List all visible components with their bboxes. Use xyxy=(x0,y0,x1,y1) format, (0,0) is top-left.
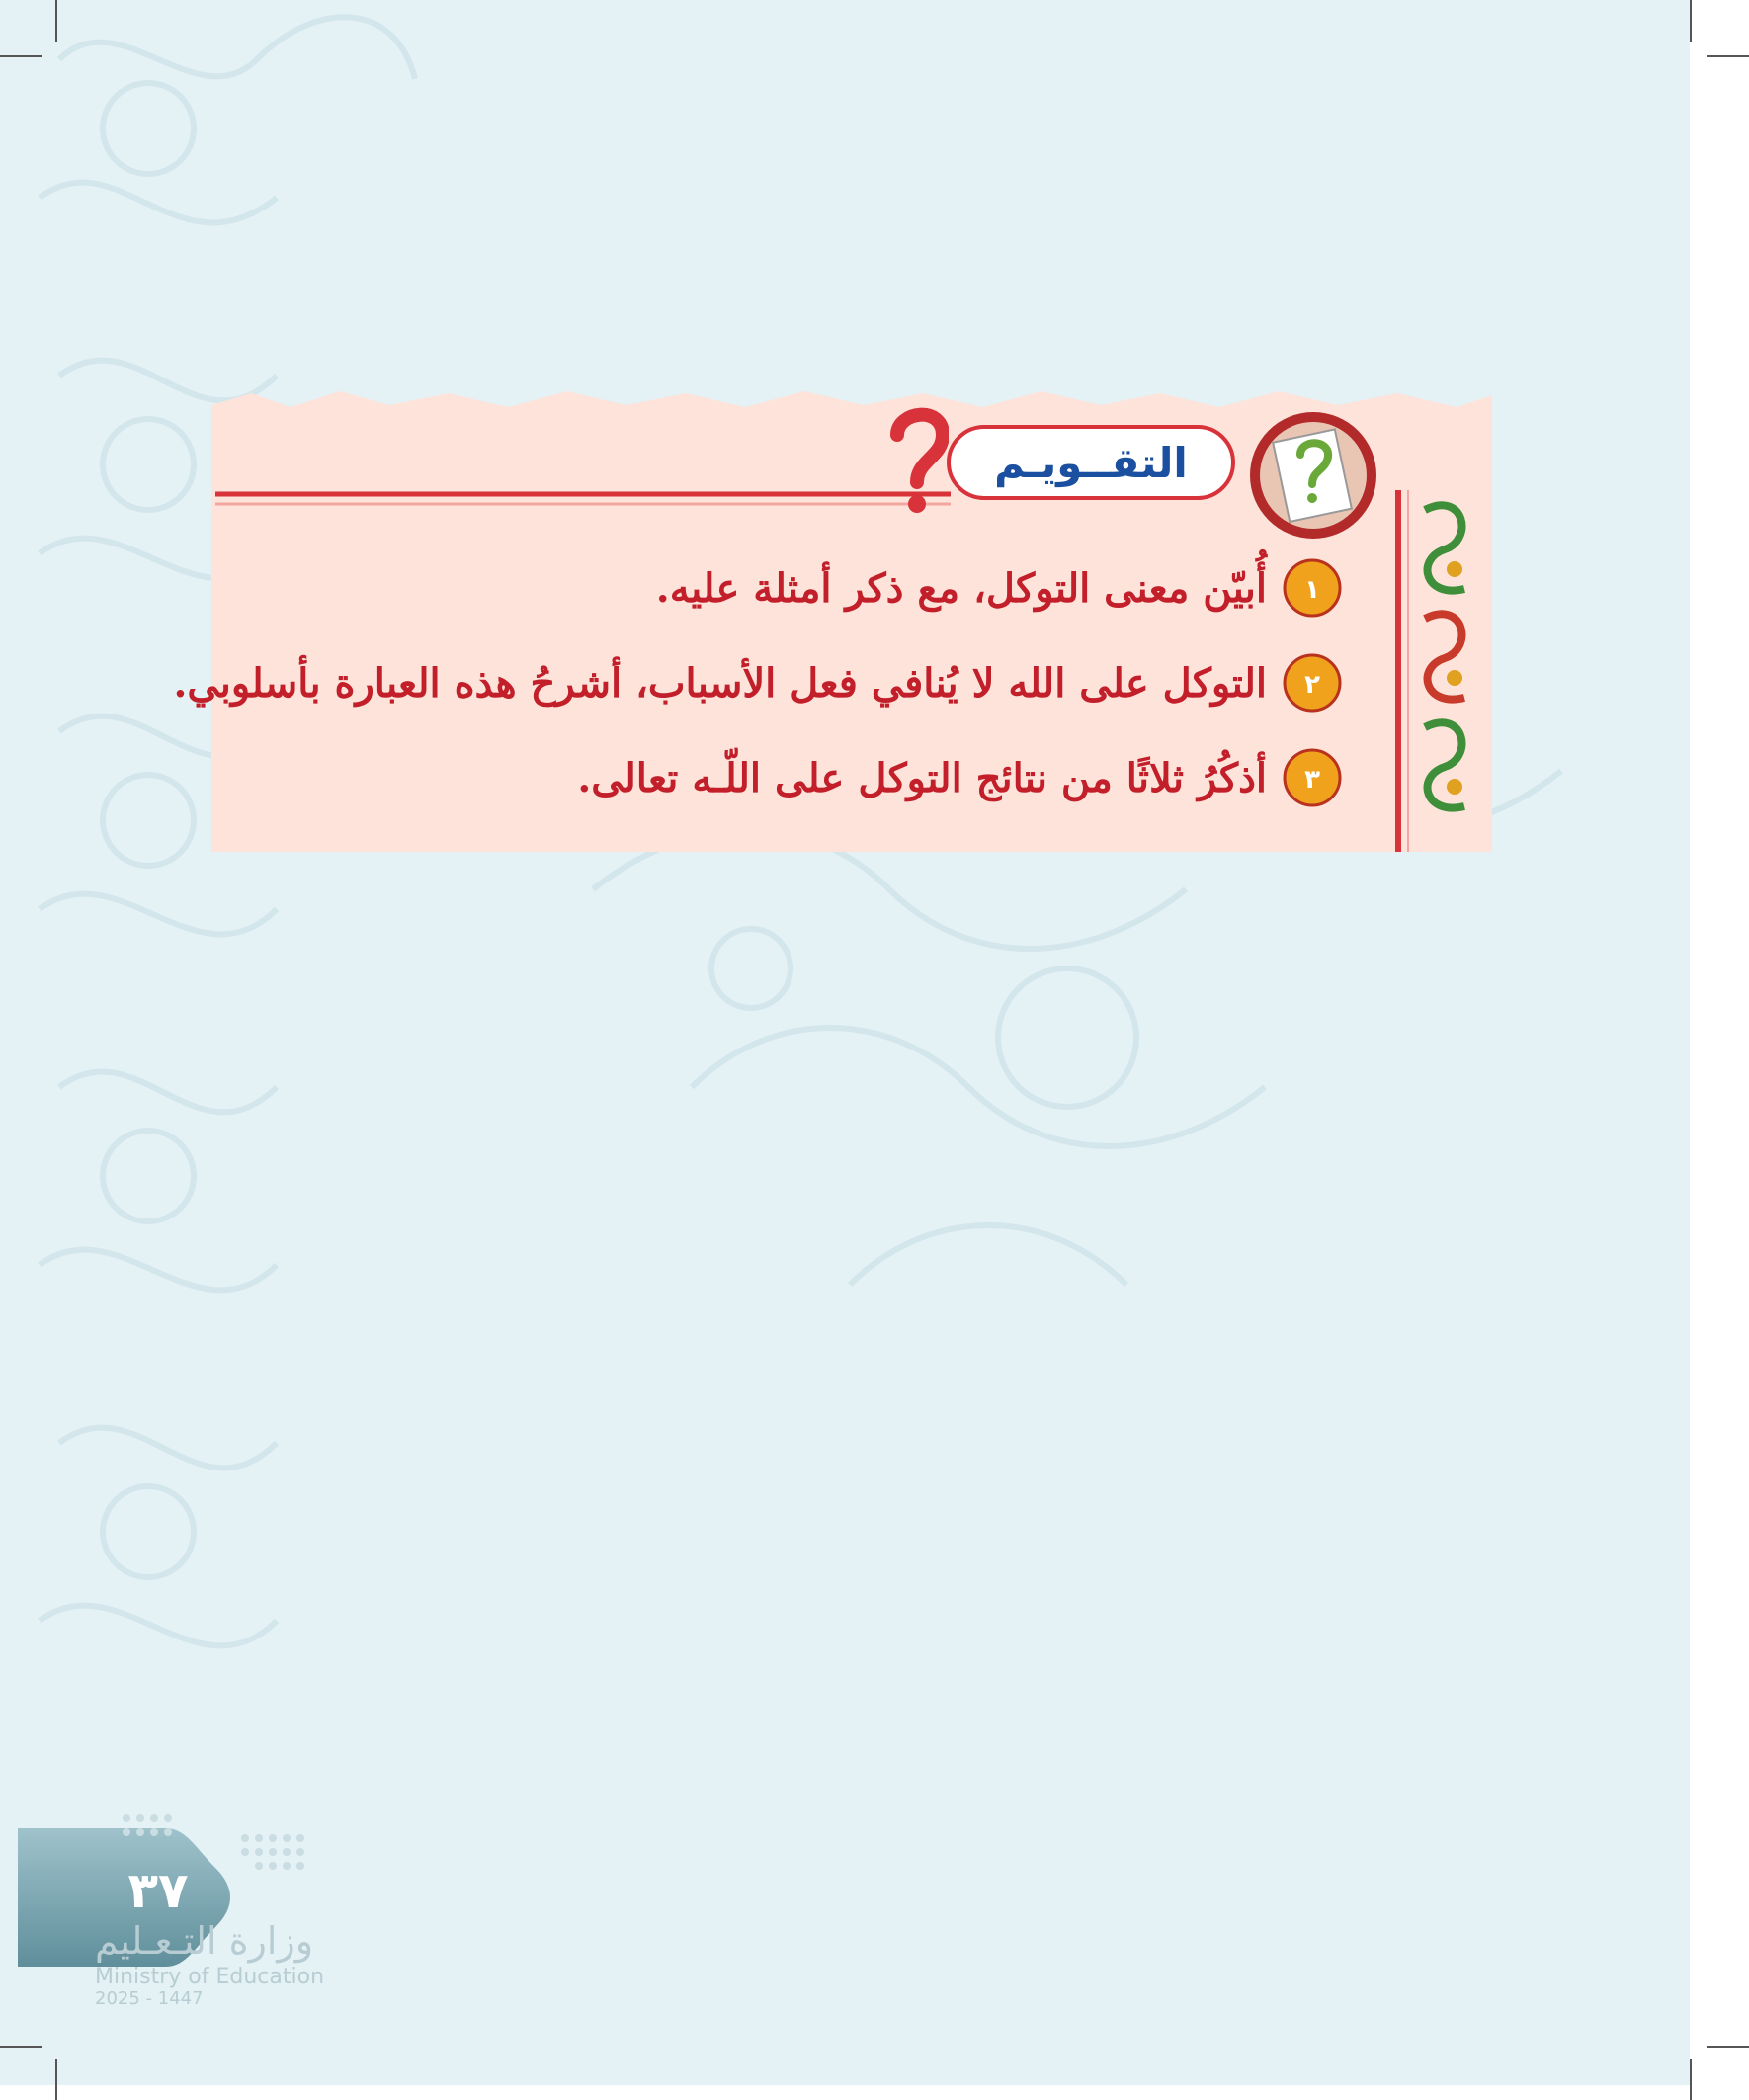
question-item-3 xyxy=(577,743,1342,812)
edition-year: 2025 - 1447 xyxy=(95,1988,204,2009)
section-title-pill xyxy=(947,425,1235,500)
crop-mark xyxy=(1707,2046,1749,2048)
ministry-name-arabic: وزارة التـعـليم xyxy=(95,1919,314,1963)
question-text: أُبيّن معنى التوكل، مع ذكر أمثلة عليه. xyxy=(655,564,1267,612)
question-card-icon xyxy=(1247,409,1379,542)
crop-mark xyxy=(1690,2059,1692,2100)
crop-mark xyxy=(1707,55,1749,57)
question-number: ٣ xyxy=(1304,765,1320,795)
question-number-badge-icon xyxy=(1283,748,1342,807)
crop-mark xyxy=(0,55,42,57)
question-mark-icon xyxy=(887,405,949,516)
question-number: ٢ xyxy=(1304,670,1320,700)
crop-mark xyxy=(55,2059,57,2100)
decorative-side-border xyxy=(1395,490,1488,852)
crop-mark xyxy=(55,0,57,42)
question-number-badge-icon xyxy=(1283,558,1342,618)
crop-mark xyxy=(0,2046,42,2048)
crop-mark xyxy=(1690,0,1692,42)
ministry-name-english: Ministry of Education xyxy=(95,1965,325,1989)
section-title: التقــويـم xyxy=(994,438,1188,487)
page-number: ٣٧ xyxy=(127,1862,189,1919)
question-number-badge-icon xyxy=(1283,653,1342,713)
question-text: التوكل على الله لا يُنافي فعل الأسباب، أشرحُ هذه العبارة بأسلوبي. xyxy=(173,659,1267,707)
question-item-1 xyxy=(656,553,1342,623)
question-text: أذكُرُ ثلاثًا من نتائج التوكل على اللّـه تعالى. xyxy=(577,754,1267,801)
question-item-2 xyxy=(173,648,1342,717)
question-number: ١ xyxy=(1304,575,1320,605)
